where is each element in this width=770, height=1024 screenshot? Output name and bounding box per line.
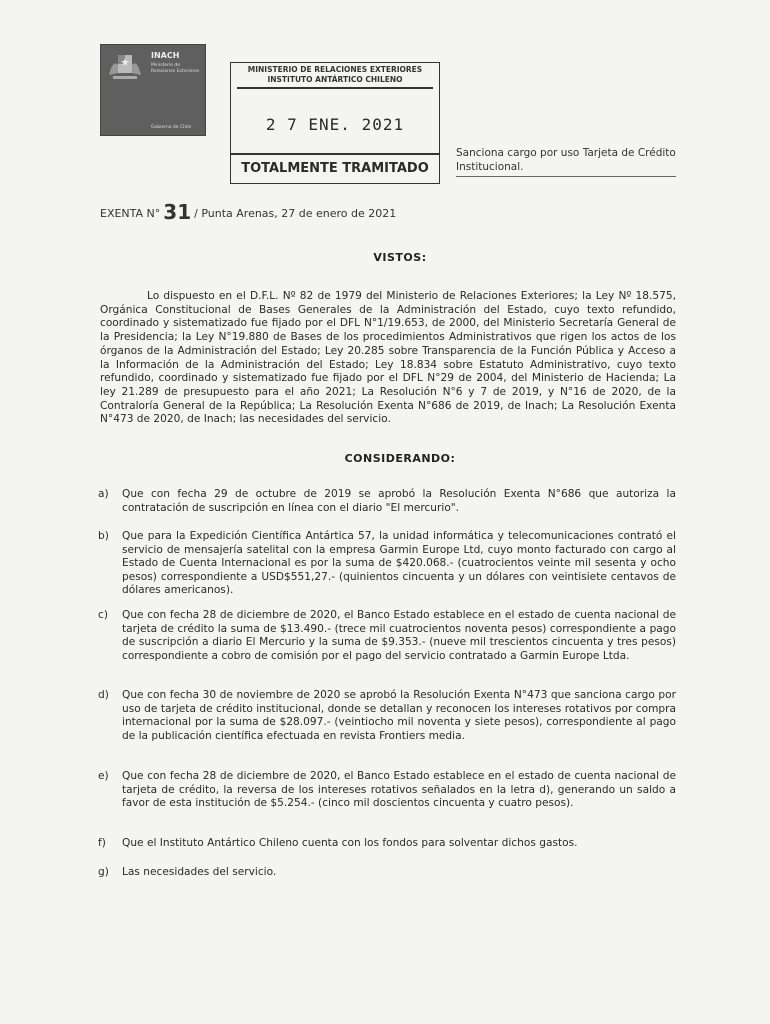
considerando-item-c (98, 609, 676, 663)
logo-inach-text: INACH (151, 51, 180, 60)
item-text: Que con fecha 30 de noviembre de 2020 se aprobó la Resolución Exenta N°473 que sanciona cargo por uso de tarjeta de crédito institucional, donde se detallan y reconocen los intereses rotativos por compra internacional por la suma de $28.097.- (veintiocho mil noventa y siete pesos), correspondiente al pago de la publicación científica efectuada en revista Frontiers media. (122, 689, 676, 742)
resolution-number: 31 (163, 200, 192, 224)
considerando-item-d (98, 689, 676, 743)
item-text: Que el Instituto Antártico Chileno cuenta con los fondos para solventar dichos gastos. (122, 837, 578, 849)
resolution-place-date: / Punta Arenas, 27 de enero de 2021 (194, 207, 397, 220)
considerando-heading: CONSIDERANDO: (344, 452, 456, 465)
considerando-item-f (98, 837, 676, 851)
resolution-prefix: EXENTA N° (100, 207, 161, 220)
vistos-heading: VISTOS: (373, 251, 427, 264)
stamp-header (237, 65, 433, 89)
item-text: Que con fecha 28 de diciembre de 2020, el Banco Estado establece en el estado de cuenta nacional de tarjeta de crédito la suma de $13.490.- (trece mil cuatrocientos noventa pesos) correspondiente a pago de suscripción a diario El Mercurio y la suma de $9.353.- (nueve mil trescientos cincuenta y tres pesos) correspondiente a cobro de comisión por el pago del servicio contratado a Garmin Europe Ltda. (122, 609, 676, 662)
item-label: e) (98, 770, 109, 782)
item-text: Que con fecha 29 de octubre de 2019 se aprobó la Resolución Exenta N°686 que autoriza la contratación de suscripción en línea con el diario "El mercurio". (122, 488, 676, 514)
stamp-header-line1: MINISTERIO DE RELACIONES EXTERIORES (247, 65, 423, 74)
stamp-header-line2: INSTITUTO ANTÁRTICO CHILENO (267, 75, 403, 84)
item-label: a) (98, 488, 109, 500)
chile-coat-of-arms-icon (105, 51, 145, 85)
resolution-number-line (100, 200, 396, 224)
inach-logo (100, 44, 206, 136)
item-label: d) (98, 689, 109, 701)
stamp-date: 2 7 ENE. 2021 (265, 115, 405, 134)
item-label: c) (98, 609, 108, 621)
considerando-item-e (98, 770, 676, 811)
item-label: g) (98, 866, 109, 878)
item-text: Que con fecha 28 de diciembre de 2020, el Banco Estado establece en el estado de cuenta nacional de tarjeta de crédito, la reversa de los intereses rotativos señalados en la letra d), generando un saldo a favor de esta institución de $5.254.- (cinco mil doscientos cincuenta y cuatro pesos). (122, 770, 676, 810)
item-text: Las necesidades del servicio. (122, 866, 277, 878)
item-label: f) (98, 837, 106, 849)
vistos-paragraph: Lo dispuesto en el D.F.L. Nº 82 de 1979 del Ministerio de Relaciones Exteriores; la Ley Nº 18.575, Orgánica Constitucional de Bases Generales de la Administración del Estado, cuyo texto refundido, coordinado y sistematizado fue fijado por el DFL N°1/19.653, de 2000, del Ministerio Secretaría General de la Presidencia; la Ley N°19.880 de Bases de los procedimientos Administrativos que rigen los actos de los órganos de la Administración del Estado; Ley 20.285 sobre Transparencia de la Función Pública y Acceso a la Información de la Administración del Estado; Ley 18.834 sobre Estatuto Administrativo, cuyo texto refundido, coordinado y sistematizado fue fijado por el DFL N°29 de 2004, del Ministerio de Hacienda; La ley 21.289 de presupuesto para el año 2021; La Resolución N°6 y 7 de 2019, y N°16 de 2020, de la Contraloría General de la República; La Resolución Exenta N°686 de 2019, de Inach; La Resolución Exenta N°473 de 2020, de Inach; las necesidades del servicio. (100, 290, 676, 426)
resolution-subject: Sanciona cargo por uso Tarjeta de Crédito Institucional. (456, 146, 676, 177)
logo-government-text: Gobierno de Chile (151, 125, 192, 130)
stamp-status: TOTALMENTE TRAMITADO (231, 153, 439, 183)
item-text: Que para la Expedición Científica Antártica 57, la unidad informática y telecomunicaciones contrató el servicio de mensajería satelital con la empresa Garmin Europe Ltd, cuyo monto facturado con cargo al Estado de Cuenta Internacional es por la suma de $420.068.- (cuatrocientos veinte mil sesenta y ocho pesos) correspondiente a USD$551,27.- (quinientos cincuenta y un dólares con veintisiete centavos de dólares americanos). (122, 530, 676, 597)
considerando-item-b (98, 530, 676, 598)
considerando-item-a (98, 488, 676, 515)
logo-ministry-text: Ministerio de Relaciones Exteriores (151, 63, 200, 74)
processing-stamp (230, 62, 440, 184)
item-label: b) (98, 530, 109, 542)
considerando-item-g (98, 866, 676, 880)
